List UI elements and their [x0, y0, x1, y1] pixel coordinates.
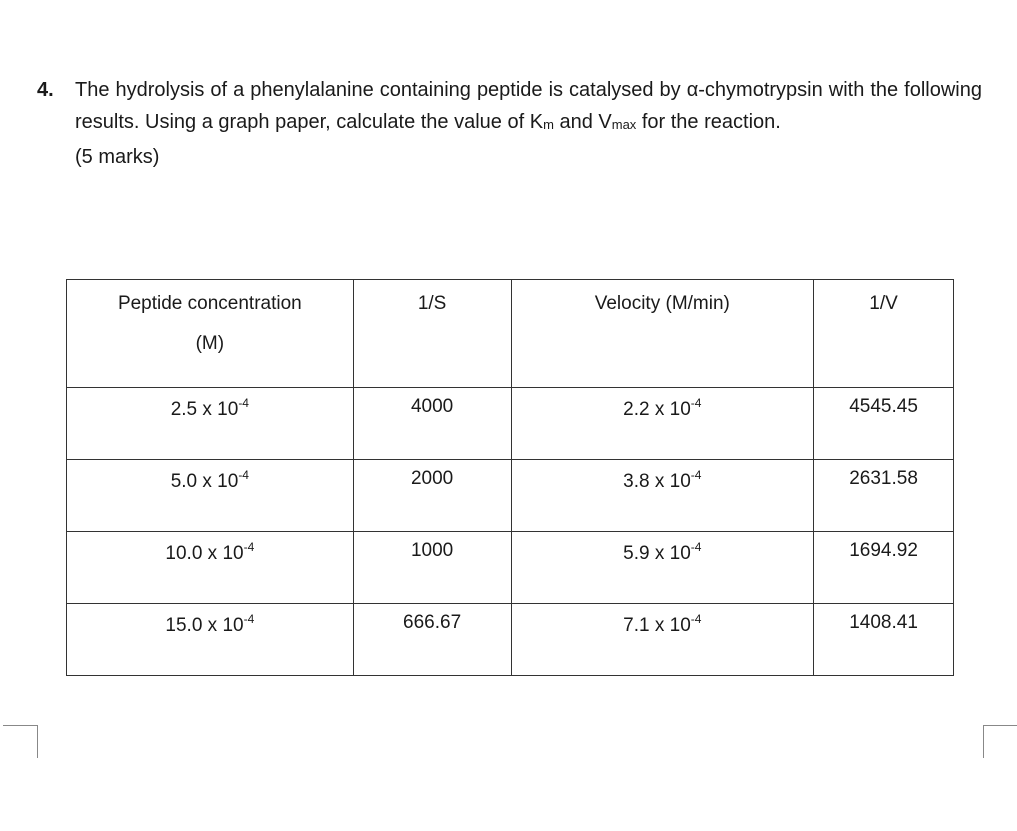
cell-value: 5.0 x 10	[170, 471, 239, 492]
exponent: -4	[690, 612, 702, 626]
header-cell: 1/S	[353, 280, 511, 388]
table-cell	[67, 604, 354, 676]
table-cell	[814, 460, 954, 532]
table-row	[67, 460, 954, 532]
data-table	[66, 279, 954, 676]
exponent: -4	[690, 396, 702, 410]
table-row	[67, 604, 954, 676]
table-cell	[814, 604, 954, 676]
cell-value: 2.5 x 10	[170, 399, 239, 420]
exponent: -4	[243, 612, 255, 626]
crop-mark-left	[3, 725, 38, 758]
cell-value: 4000	[410, 396, 454, 417]
question-text-part: The hydrolysis of a phenylalanine containing peptide is catalysed by α-chymotrypsin with the following results. Using a graph paper, calculate the value of K	[75, 79, 982, 133]
question-text-part: and V	[553, 111, 612, 133]
crop-mark-right	[983, 725, 1017, 758]
cell-value: 5.9 x 10	[623, 543, 691, 564]
table-cell	[511, 388, 814, 460]
table-cell	[353, 460, 511, 532]
exponent: -4	[238, 396, 249, 410]
exponent: -4	[690, 468, 702, 482]
table-cell	[67, 532, 354, 604]
table-row	[67, 388, 954, 460]
cell-value: 1000	[410, 540, 454, 561]
table-cell	[511, 604, 814, 676]
exponent: -4	[243, 540, 255, 554]
table-cell	[67, 460, 354, 532]
table-cell	[353, 388, 511, 460]
question-text	[75, 74, 982, 141]
table-row	[67, 532, 954, 604]
cell-value: 7.1 x 10	[623, 615, 691, 636]
header-label: Peptide concentration	[117, 293, 302, 314]
cell-value: 15.0 x 10	[165, 615, 244, 636]
cell-value: 2631.58	[849, 468, 918, 489]
header-cell: Velocity (M/min)	[511, 280, 814, 388]
header-cell: 1/V	[814, 280, 954, 388]
cell-value: 2000	[410, 468, 454, 489]
cell-value: 10.0 x 10	[165, 543, 244, 564]
table-cell	[353, 604, 511, 676]
cell-value: 1408.41	[849, 612, 918, 633]
cell-value: 4545.45	[849, 396, 918, 417]
exponent: -4	[238, 468, 249, 482]
question-4	[37, 74, 982, 173]
cell-value: 2.2 x 10	[623, 399, 691, 420]
vmax-subscript: max	[611, 117, 637, 132]
cell-value: 3.8 x 10	[623, 471, 691, 492]
cell-value: 1694.92	[849, 540, 918, 561]
header-unit: (M)	[195, 333, 225, 354]
header-cell	[67, 280, 354, 388]
table-cell	[814, 532, 954, 604]
table-cell	[511, 460, 814, 532]
marks: (5 marks)	[75, 146, 160, 168]
question-number: 4.	[37, 79, 54, 101]
exponent: -4	[690, 540, 702, 554]
cell-value: 666.67	[403, 612, 462, 633]
question-text-part: for the reaction.	[636, 111, 781, 133]
table-cell	[511, 532, 814, 604]
table-cell	[814, 388, 954, 460]
table-header-row	[67, 280, 954, 388]
km-subscript: m	[543, 117, 554, 132]
table-cell	[67, 388, 354, 460]
table-cell	[353, 532, 511, 604]
